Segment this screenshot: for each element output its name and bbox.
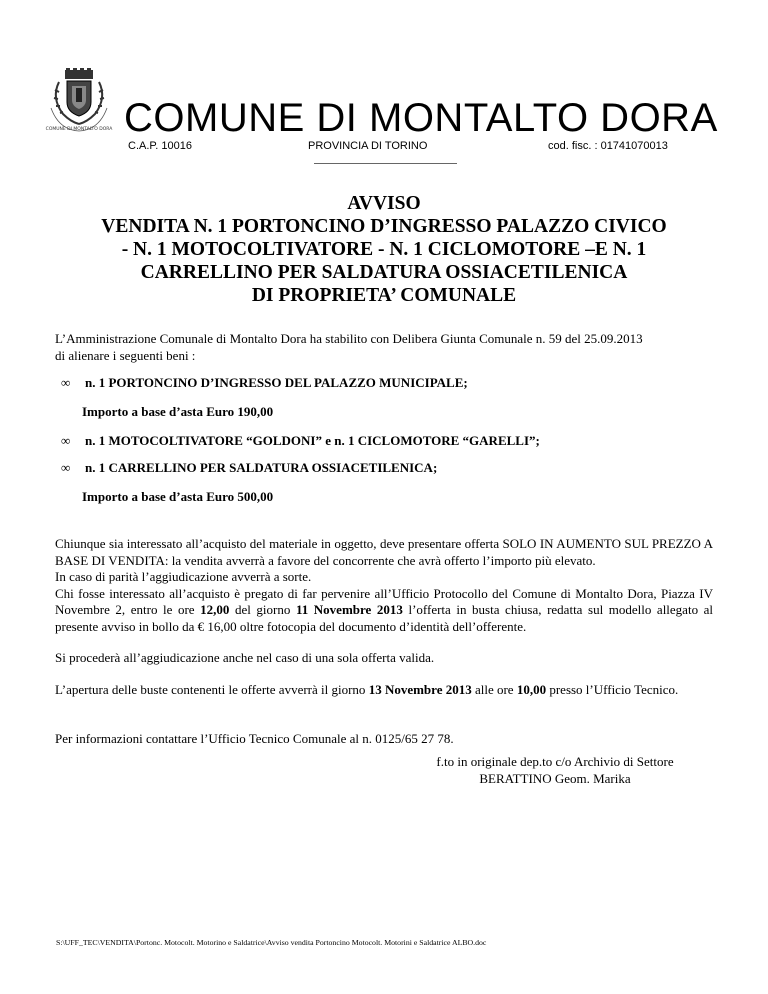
heading-line: VENDITA N. 1 PORTONCINO D’INGRESSO PALAZZO CIVICO [101,216,667,237]
item-text: n. 1 MOTOCOLTIVATORE “GOLDONI” e n. 1 CICLOMOTORE “GARELLI”; [85,433,540,448]
file-path-footer: S:\UFF_TEC\VENDITA\Portonc. Motocolt. Motorino e Saldatrice\Avviso vendita Portoncino Motocolt. Motorini e Saldatrice ALBO.doc [56,938,487,947]
deadline-time: 12,00 [200,602,230,617]
list-item [61,433,540,449]
opening-date: 13 Novembre 2013 [368,682,472,697]
heading-line: DI PROPRIETA’ COMUNALE [251,285,517,306]
opening-paragraph: L’apertura delle buste contenenti le offerte avverrà il giorno 13 Novembre 2013 alle ore 10,00 presso l’Ufficio Tecnico. [55,682,679,697]
bullet-icon: ∞ [61,375,71,390]
header-divider [314,163,457,164]
heading-line: CARRELLINO PER SALDATURA OSSIACETILENICA [140,262,628,283]
contact-info: Per informazioni contattare l’Ufficio Tecnico Comunale al n. 0125/65 27 78. [55,731,454,746]
base-price: Importo a base d’asta Euro 190,00 [82,404,274,419]
postal-code: C.A.P. 10016 [128,140,193,152]
tie-rule-text: In caso di parità l’aggiudicazione avverrà a sorte. [55,569,312,584]
svg-text:COMUNE DI MONTALTO DORA: COMUNE DI MONTALTO DORA [45,127,113,132]
bullet-icon: ∞ [61,460,71,475]
item-text: n. 1 CARRELLINO PER SALDATURA OSSIACETILENICA; [85,460,438,475]
municipality-title: COMUNE DI MONTALTO DORA [124,96,718,140]
intro-line: di alienare i seguenti beni : [55,347,196,363]
signature-note: f.to in originale dep.to c/o Archivio di Settore [436,754,674,769]
intro-line: L’Amministrazione Comunale di Montalto Dora ha stabilito con Delibera Giunta Comunale n. 59 del 25.09.2013 [55,331,643,346]
opening-time: 10,00 [516,682,547,697]
bullet-icon: ∞ [61,433,71,448]
notice-heading [40,192,728,307]
province: PROVINCIA DI TORINO [308,140,428,152]
single-offer-text: Si procederà all’aggiudicazione anche nel caso di una sola offerta valida. [55,650,435,665]
signatory-name: BERATTINO Geom. Marika [479,770,631,786]
conditions-text: Chiunque sia interessato all’acquisto del materiale in oggetto, deve presentare offerta SOLO IN AUMENTO SUL PREZZO A BASE DI VENDITA: la vendita avverrà a favore del concorrente che avrà offerto l’importo più elevato. [55,536,713,568]
submission-text: Chi fosse interessato all’acquisto è pregato di far pervenire all’Ufficio Protocollo del Comune di Montalto Dora, Piazza IV Novembre 2, entro le ore 12,00 del giorno 11 Novembre 2013 l’offerta in busta chiusa, redatta sul modello allegato al presente avviso in bollo da € 16,00 oltre fotocopia del documento d’identità dell’offerente. [55,585,714,634]
list-item [61,375,468,391]
signature-block [420,754,690,787]
heading-line: AVVISO [347,193,421,214]
item-text: n. 1 PORTONCINO D’INGRESSO DEL PALAZZO MUNICIPALE; [85,375,468,390]
deadline-date: 11 Novembre 2013 [295,602,403,617]
tax-code: cod. fisc. : 01741070013 [548,140,668,152]
municipal-crest-logo [45,68,113,134]
conditions-paragraph [55,536,713,635]
base-price: Importo a base d’asta Euro 500,00 [82,489,274,504]
intro-paragraph [55,331,713,364]
list-item [61,460,437,476]
heading-line: - N. 1 MOTOCOLTIVATORE - N. 1 CICLOMOTORE –E N. 1 [121,239,647,260]
